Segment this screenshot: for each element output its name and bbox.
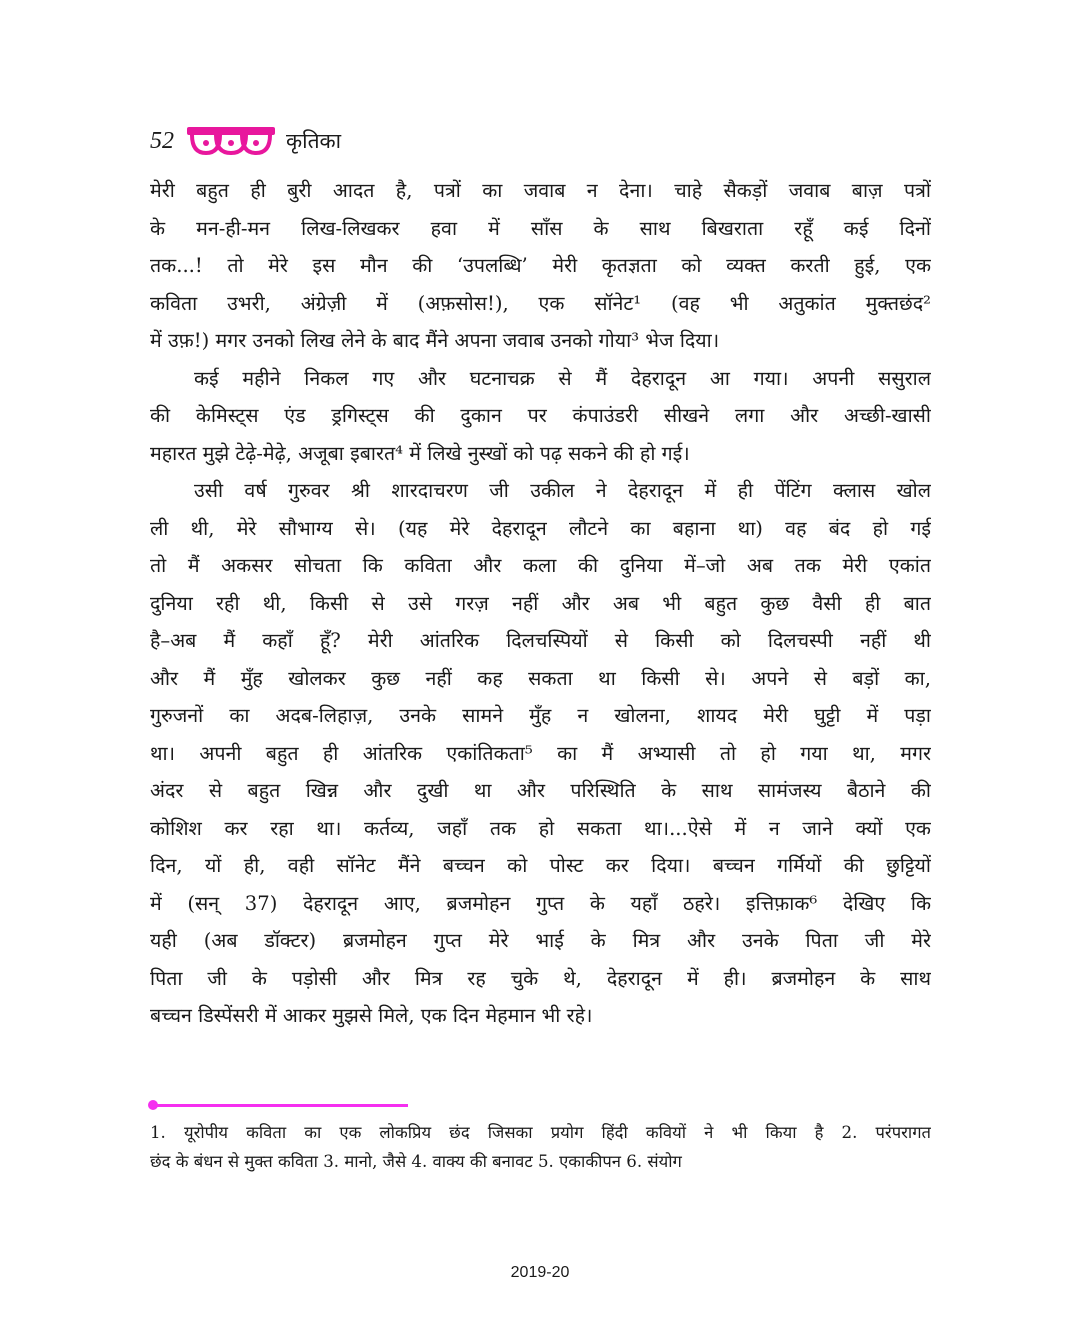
body-text [150,172,931,1035]
text-line: बच्चन डिस्पेंसरी में आकर मुझसे मिले, एक दिन मेहमान भी रहे। [150,1004,593,1027]
text-line: तक...! तो मेरे इस मौन की ‘उपलब्धि’ मेरी कृतज्ञता को व्यक्त करती हुई, एक [150,254,931,277]
arch-ornament-icon [186,126,276,156]
text-line: तो मैं अकसर सोचता कि कविता और कला की दुनिया में–जो अब तक मेरी एकांत [150,554,931,577]
text-line: मेरी बहुत ही बुरी आदत है, पत्रों का जवाब न देना। चाहे सैकड़ों जवाब बाज़ पत्रों [150,179,931,202]
text-line: में उफ़!) मगर उनको लिख लेने के बाद मैंने अपना जवाब उनको गोया³ भेज दिया। [150,329,720,352]
text-line: कई महीने निकल गए और घटनाचक्र से मैं देहरादून आ गया। अपनी ससुराल [194,366,931,390]
text-line: यही (अब डॉक्टर) ब्रजमोहन गुप्त मेरे भाई के मित्र और उनके पिता जी मेरे [150,929,931,952]
text-line: कविता उभरी, अंग्रेज़ी में (अफ़सोस!), एक सॉनेट¹ (वह भी अतुकांत मुक्तछंद² [150,291,931,315]
text-line: है–अब मैं कहाँ हूँ? मेरी आंतरिक दिलचस्पियों से किसी को दिलचस्पी नहीं थी [150,629,931,652]
text-line: था। अपनी बहुत ही आंतरिक एकांतिकता⁵ का मैं अभ्यासी तो हो गया था, मगर [150,741,931,765]
text-line: में (सन् 37) देहरादून आए, ब्रजमोहन गुप्त के यहाँ ठहरे। इत्तिफ़ाक⁶ देखिए कि [150,891,931,915]
text-line: और मैं मुँह खोलकर कुछ नहीं कह सकता था किसी से। अपने से बड़ों का, [150,666,931,690]
footnotes [150,1118,931,1176]
text-line: कोशिश कर रहा था। कर्तव्य, जहाँ तक हो सकता था।...ऐसे में न जाने क्यों एक [150,816,931,840]
footnote-line: छंद के बंधन से मुक्त कविता 3. मानो, जैसे 4. वाक्य की बनावट 5. एकाकीपन 6. संयोग [150,1152,682,1171]
text-line: के मन-ही-मन लिख-लिखकर हवा में साँस के साथ बिखराता रहूँ कई दिनों [150,216,931,240]
text-line: उसी वर्ष गुरुवर श्री शारदाचरण जी उकील ने देहरादून में ही पेंटिंग क्लास खोल [194,479,931,502]
text-line: दिन, यों ही, वही सॉनेट मैंने बच्चन को पोस्ट कर दिया। बच्चन गर्मियों की छुट्टियों [150,854,931,877]
text-line: गुरुजनों का अदब-लिहाज़, उनके सामने मुँह न खोलना, शायद मेरी घुट्टी में पड़ा [150,704,931,727]
footnote-line: 1. यूरोपीय कविता का एक लोकप्रिय छंद जिसका प्रयोग हिंदी कवियों ने भी किया है 2. परंपरागत [150,1123,931,1142]
text-line: की केमिस्ट्स एंड ड्रगिस्ट्स की दुकान पर कंपाउंडरी सीखने लगा और अच्छी-खासी [150,404,931,427]
text-line: महारत मुझे टेढ़े-मेढ़े, अजूबा इबारत⁴ में लिखे नुस्खों को पढ़ सकने की हो गई। [150,441,690,465]
page-number: 52 [150,127,174,154]
edition-year: 2019-20 [510,1264,570,1281]
footnote-divider [150,1104,408,1107]
text-line: अंदर से बहुत खिन्न और दुखी था और परिस्थिति के साथ सामंजस्य बैठाने की [150,779,931,802]
text-line: दुनिया रही थी, किसी से उसे गरज़ नहीं और अब भी बहुत कुछ वैसी ही बात [150,591,931,615]
book-title: कृतिका [286,129,342,153]
text-line: पिता जी के पड़ोसी और मित्र रह चुके थे, देहरादून में ही। ब्रजमोहन के साथ [150,966,931,990]
page-header [150,124,341,158]
text-line: ली थी, मेरे सौभाग्य से। (यह मेरे देहरादून लौटने का बहाना था) वह बंद हो गई [150,516,931,540]
